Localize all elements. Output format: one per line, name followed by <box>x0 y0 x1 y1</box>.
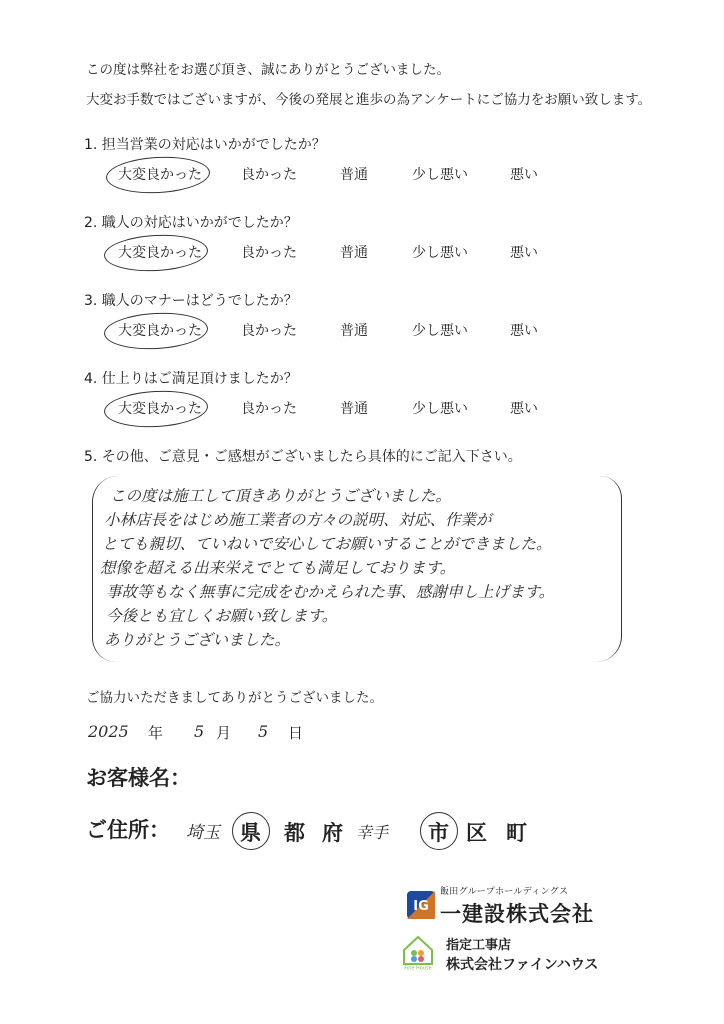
q2-option-slightly-bad[interactable]: 少し悪い <box>412 245 468 261</box>
comment-line-1: この度は施工して頂きありがとうございました。 <box>110 487 452 505</box>
q1-option-slightly-bad[interactable]: 少し悪い <box>412 167 468 183</box>
thanks-text: ご協力いただきましてありがとうございました。 <box>86 690 383 706</box>
q3-option-good[interactable]: 良かった <box>241 323 297 339</box>
svg-text:IG: IG <box>413 899 429 914</box>
q2-option-good[interactable]: 良かった <box>241 245 297 261</box>
q4-option-normal[interactable]: 普通 <box>340 401 368 417</box>
q2-option-very-good[interactable]: 大変良かった <box>118 245 202 261</box>
q3-option-very-good[interactable]: 大変良かった <box>118 323 202 339</box>
designated-label: 指定工事店 <box>446 938 512 953</box>
comment-line-6: 今後とも宜しくお願い致します。 <box>106 607 338 625</box>
city-option-shi[interactable]: 市 <box>428 821 449 845</box>
address-label: ご住所： <box>86 818 170 842</box>
question-2-label: 2. 職人の対応はいかがでしたか？ <box>84 215 298 231</box>
q3-option-bad[interactable]: 悪い <box>510 323 538 339</box>
question-1-label: 1. 担当営業の対応はいかがでしたか？ <box>84 137 326 153</box>
date-year-unit: 年 <box>148 724 164 742</box>
q4-option-good[interactable]: 良かった <box>241 401 297 417</box>
question-3-label: 3. 職人のマナーはどうでしたか？ <box>84 293 298 309</box>
date-month-value: 5 <box>194 722 205 741</box>
ig-logo-icon <box>406 890 436 920</box>
city-option-ku[interactable]: 区 <box>466 821 487 845</box>
q1-option-very-good[interactable]: 大変良かった <box>118 167 202 183</box>
q1-option-bad[interactable]: 悪い <box>510 167 538 183</box>
intro-line-2: 大変お手数ではございますが、今後の発展と進歩の為アンケートにご協力をお願い致します。 <box>86 92 652 108</box>
date-day-value: 5 <box>258 722 269 741</box>
pref-option-fu[interactable]: 府 <box>322 821 343 845</box>
date-year-value: 2025 <box>88 722 129 741</box>
q2-option-normal[interactable]: 普通 <box>340 245 368 261</box>
pref-option-to[interactable]: 都 <box>284 821 305 845</box>
intro-line-1: この度は弊社をお選び頂き、誠にありがとうございました。 <box>86 62 450 78</box>
pref-option-ken[interactable]: 県 <box>240 821 261 845</box>
q3-option-normal[interactable]: 普通 <box>340 323 368 339</box>
city-option-machi[interactable]: 町 <box>506 821 527 845</box>
comment-line-5: 事故等もなく無事に完成をむかえられた事、感謝申し上げます。 <box>106 583 555 601</box>
q4-option-very-good[interactable]: 大変良かった <box>118 401 202 417</box>
q4-option-slightly-bad[interactable]: 少し悪い <box>412 401 468 417</box>
group-name: 飯田グループホールディングス <box>440 887 569 897</box>
question-4-label: 4. 仕上りはご満足頂けましたか？ <box>84 371 298 387</box>
q3-option-slightly-bad[interactable]: 少し悪い <box>412 323 468 339</box>
comment-line-2: 小林店長をはじめ施工業者の方々の説明、対応、作業が <box>104 511 492 529</box>
q1-option-normal[interactable]: 普通 <box>340 167 368 183</box>
customer-name-label: お客様名： <box>86 766 191 790</box>
date-month-unit: 月 <box>216 724 232 742</box>
comment-line-4: 想像を超える出来栄えでとても満足しております。 <box>100 559 456 577</box>
city-written: 幸手 <box>356 823 389 842</box>
date-day-unit: 日 <box>288 724 304 742</box>
q1-option-good[interactable]: 良かった <box>241 167 297 183</box>
comment-line-7: ありがとうございました。 <box>104 631 291 649</box>
house-logo-icon <box>400 932 436 970</box>
q2-option-bad[interactable]: 悪い <box>510 245 538 261</box>
company-name: 一建設株式会社 <box>440 902 594 926</box>
q4-option-bad[interactable]: 悪い <box>510 401 538 417</box>
prefecture-written: 埼玉 <box>186 823 220 843</box>
question-5-label: 5. その他、ご意見・ご感想がございましたら具体的にご記入下さい。 <box>84 449 522 465</box>
shop-name: 株式会社ファインハウス <box>446 957 599 973</box>
svg-text:Fine House: Fine House <box>404 965 432 970</box>
comment-line-3: とても親切、ていねいで安心してお願いすることができました。 <box>102 535 552 553</box>
